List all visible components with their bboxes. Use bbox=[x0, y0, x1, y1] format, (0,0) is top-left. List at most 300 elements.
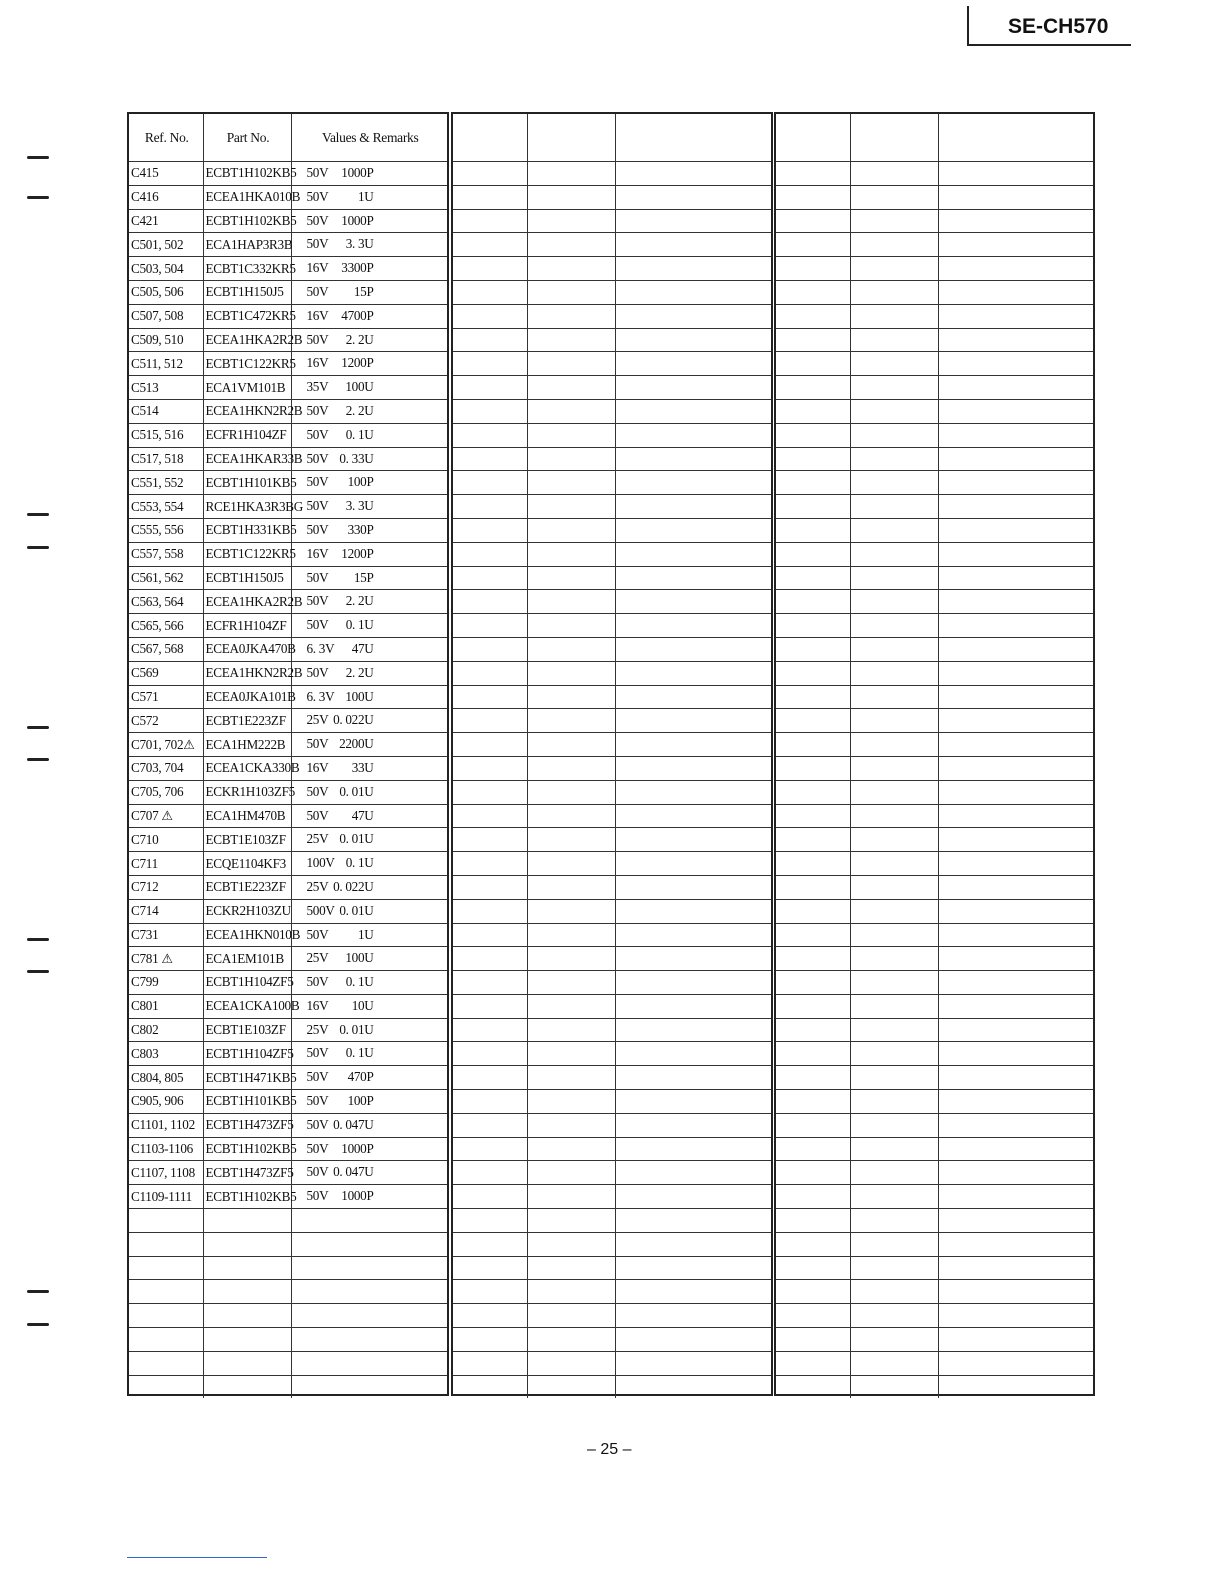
empty-cell bbox=[453, 709, 527, 733]
empty-cell bbox=[527, 994, 615, 1018]
empty-cell bbox=[453, 1304, 527, 1328]
empty-cell bbox=[850, 280, 938, 304]
empty-table-row bbox=[776, 1066, 1093, 1090]
capacitance-value: 330P bbox=[347, 521, 374, 537]
empty-cell bbox=[776, 328, 850, 352]
empty-header-cell bbox=[776, 114, 850, 162]
values-remarks-cell bbox=[291, 471, 447, 495]
empty-table-row bbox=[453, 328, 771, 352]
empty-table-row bbox=[776, 495, 1093, 519]
voltage-value: 50V bbox=[306, 736, 329, 752]
empty-header-cell bbox=[938, 114, 1093, 162]
empty-header-cell bbox=[527, 114, 615, 162]
empty-table-row bbox=[776, 1113, 1093, 1137]
values-remarks-cell bbox=[291, 1280, 447, 1304]
empty-cell bbox=[453, 162, 527, 186]
ref-no-cell: C799 bbox=[129, 971, 203, 995]
empty-table-row bbox=[776, 1304, 1093, 1328]
table-row bbox=[129, 685, 447, 709]
empty-cell bbox=[850, 399, 938, 423]
empty-cell bbox=[527, 1137, 615, 1161]
empty-cell bbox=[850, 162, 938, 186]
empty-cell bbox=[850, 233, 938, 257]
empty-cell bbox=[527, 1185, 615, 1209]
values-remarks-cell bbox=[291, 1209, 447, 1233]
empty-table-panel-2 bbox=[451, 112, 773, 1396]
values-remarks-cell bbox=[291, 1328, 447, 1352]
empty-cell bbox=[615, 1185, 771, 1209]
empty-cell bbox=[615, 542, 771, 566]
empty-table-row bbox=[453, 709, 771, 733]
values-remarks-cell bbox=[291, 1351, 447, 1375]
values-remarks-cell bbox=[291, 1090, 447, 1114]
empty-cell bbox=[615, 1328, 771, 1352]
empty-cell bbox=[850, 1042, 938, 1066]
table-row bbox=[129, 828, 447, 852]
voltage-value: 16V bbox=[306, 997, 329, 1013]
empty-cell bbox=[527, 257, 615, 281]
table-row bbox=[129, 590, 447, 614]
empty-table-row bbox=[453, 399, 771, 423]
empty-cell bbox=[453, 780, 527, 804]
empty-cell bbox=[615, 685, 771, 709]
empty-cell bbox=[850, 780, 938, 804]
empty-table-row bbox=[776, 376, 1093, 400]
empty-cell bbox=[938, 376, 1093, 400]
empty-cell bbox=[938, 780, 1093, 804]
empty-table-row bbox=[453, 661, 771, 685]
empty-cell bbox=[776, 447, 850, 471]
empty-cell bbox=[453, 304, 527, 328]
empty-cell bbox=[938, 828, 1093, 852]
empty-table-row bbox=[453, 209, 771, 233]
empty-cell bbox=[453, 1328, 527, 1352]
ref-no-cell bbox=[129, 1256, 203, 1280]
values-remarks-cell bbox=[291, 376, 447, 400]
empty-table-row bbox=[776, 899, 1093, 923]
empty-cell bbox=[453, 328, 527, 352]
capacitance-value: 15P bbox=[353, 283, 374, 299]
empty-table-row bbox=[776, 756, 1093, 780]
empty-table-row bbox=[129, 1280, 447, 1304]
empty-cell bbox=[527, 1090, 615, 1114]
capacitance-value: 1200P bbox=[341, 355, 374, 371]
table-row bbox=[129, 923, 447, 947]
empty-table-row bbox=[776, 1018, 1093, 1042]
empty-cell bbox=[938, 304, 1093, 328]
empty-cell bbox=[527, 852, 615, 876]
voltage-value: 25V bbox=[306, 878, 329, 894]
empty-cell bbox=[776, 1018, 850, 1042]
empty-table-row bbox=[129, 1232, 447, 1256]
capacitance-value: 0. 047U bbox=[333, 1116, 374, 1132]
margin-mark bbox=[27, 156, 49, 159]
empty-table-2 bbox=[453, 114, 771, 1398]
empty-cell bbox=[850, 852, 938, 876]
empty-cell bbox=[615, 1375, 771, 1398]
capacitance-value: 1U bbox=[357, 188, 374, 204]
empty-cell bbox=[776, 804, 850, 828]
empty-cell bbox=[615, 994, 771, 1018]
empty-cell bbox=[527, 542, 615, 566]
table-row bbox=[129, 518, 447, 542]
capacitance-value: 100U bbox=[345, 688, 374, 704]
empty-table-row bbox=[776, 709, 1093, 733]
voltage-value: 50V bbox=[306, 783, 329, 799]
ref-no-cell: C501, 502 bbox=[129, 233, 203, 257]
values-remarks-cell bbox=[291, 542, 447, 566]
empty-table-row bbox=[453, 1185, 771, 1209]
empty-cell bbox=[453, 1185, 527, 1209]
part-no-cell: ECBT1C122KR5 bbox=[203, 542, 291, 566]
table-header-row bbox=[129, 114, 447, 162]
empty-table-row bbox=[453, 1304, 771, 1328]
voltage-value: 50V bbox=[306, 926, 329, 942]
part-no-cell: ECEA1HKAR33B bbox=[203, 447, 291, 471]
empty-cell bbox=[850, 994, 938, 1018]
empty-table-row bbox=[453, 185, 771, 209]
empty-table-row bbox=[453, 804, 771, 828]
empty-cell bbox=[527, 614, 615, 638]
empty-cell bbox=[776, 304, 850, 328]
empty-cell bbox=[938, 399, 1093, 423]
empty-cell bbox=[938, 518, 1093, 542]
empty-cell bbox=[776, 1185, 850, 1209]
ref-no-cell: C509, 510 bbox=[129, 328, 203, 352]
voltage-value: 500V bbox=[306, 902, 335, 918]
voltage-value: 50V bbox=[306, 165, 329, 180]
empty-cell bbox=[453, 1209, 527, 1233]
part-no-cell bbox=[203, 1256, 291, 1280]
empty-cell bbox=[527, 399, 615, 423]
empty-cell bbox=[527, 423, 615, 447]
empty-cell bbox=[453, 376, 527, 400]
margin-mark bbox=[27, 726, 49, 729]
empty-cell bbox=[453, 257, 527, 281]
voltage-value: 16V bbox=[306, 307, 329, 323]
capacitance-value: 0. 022U bbox=[333, 878, 374, 894]
empty-cell bbox=[938, 1066, 1093, 1090]
empty-cell bbox=[453, 1232, 527, 1256]
empty-cell bbox=[938, 471, 1093, 495]
empty-cell bbox=[527, 1042, 615, 1066]
part-no-cell: ECBT1H102KB5 bbox=[203, 1137, 291, 1161]
part-no-cell: ECKR1H103ZF5 bbox=[203, 780, 291, 804]
empty-cell bbox=[850, 518, 938, 542]
empty-table-row bbox=[453, 566, 771, 590]
values-remarks-cell bbox=[291, 304, 447, 328]
empty-cell bbox=[527, 971, 615, 995]
empty-cell bbox=[850, 637, 938, 661]
empty-cell bbox=[615, 233, 771, 257]
empty-cell bbox=[615, 257, 771, 281]
capacitance-value: 100P bbox=[347, 1093, 374, 1109]
empty-cell bbox=[850, 947, 938, 971]
empty-table-row bbox=[776, 1328, 1093, 1352]
empty-table-row bbox=[453, 733, 771, 757]
empty-cell bbox=[776, 233, 850, 257]
table-row bbox=[129, 304, 447, 328]
empty-cell bbox=[453, 1280, 527, 1304]
part-no-cell: ECEA1CKA330B bbox=[203, 756, 291, 780]
part-no-cell: ECBT1H471KB5 bbox=[203, 1066, 291, 1090]
capacitance-value: 2. 2U bbox=[345, 331, 374, 347]
ref-no-cell bbox=[129, 1304, 203, 1328]
capacitance-value: 10U bbox=[351, 997, 374, 1013]
part-no-cell: ECBT1E103ZF bbox=[203, 828, 291, 852]
empty-table-row bbox=[776, 852, 1093, 876]
empty-cell bbox=[453, 233, 527, 257]
empty-cell bbox=[938, 1113, 1093, 1137]
empty-cell bbox=[527, 233, 615, 257]
part-no-cell bbox=[203, 1375, 291, 1398]
empty-table-row bbox=[776, 614, 1093, 638]
empty-cell bbox=[527, 1375, 615, 1398]
voltage-value: 25V bbox=[306, 831, 329, 847]
empty-cell bbox=[938, 1256, 1093, 1280]
empty-cell bbox=[615, 733, 771, 757]
empty-cell bbox=[776, 1066, 850, 1090]
empty-table-row bbox=[453, 376, 771, 400]
table-row bbox=[129, 376, 447, 400]
empty-cell bbox=[938, 899, 1093, 923]
empty-table-row bbox=[453, 1161, 771, 1185]
empty-table-row bbox=[453, 495, 771, 519]
empty-table-row bbox=[453, 637, 771, 661]
table-row bbox=[129, 1090, 447, 1114]
empty-cell bbox=[615, 756, 771, 780]
empty-cell bbox=[938, 1185, 1093, 1209]
empty-cell bbox=[850, 376, 938, 400]
empty-cell bbox=[453, 352, 527, 376]
empty-cell bbox=[776, 257, 850, 281]
values-remarks-cell bbox=[291, 399, 447, 423]
voltage-value: 16V bbox=[306, 545, 329, 561]
voltage-value: 16V bbox=[306, 355, 329, 371]
empty-cell bbox=[453, 1090, 527, 1114]
empty-cell bbox=[453, 947, 527, 971]
empty-table-row bbox=[776, 1256, 1093, 1280]
empty-cell bbox=[615, 399, 771, 423]
empty-cell bbox=[527, 804, 615, 828]
empty-cell bbox=[453, 994, 527, 1018]
ref-no-cell bbox=[129, 1328, 203, 1352]
empty-cell bbox=[527, 947, 615, 971]
empty-cell bbox=[776, 947, 850, 971]
capacitance-value: 1000P bbox=[341, 212, 374, 228]
empty-cell bbox=[938, 1018, 1093, 1042]
empty-table-row bbox=[453, 1232, 771, 1256]
empty-cell bbox=[453, 518, 527, 542]
part-no-cell bbox=[203, 1328, 291, 1352]
empty-cell bbox=[453, 756, 527, 780]
empty-cell bbox=[776, 661, 850, 685]
capacitance-value: 100U bbox=[345, 379, 374, 395]
voltage-value: 25V bbox=[306, 950, 329, 966]
empty-cell bbox=[938, 1209, 1093, 1233]
empty-cell bbox=[850, 566, 938, 590]
empty-cell bbox=[453, 661, 527, 685]
capacitance-value: 2. 2U bbox=[345, 402, 374, 418]
empty-cell bbox=[615, 1351, 771, 1375]
table-row bbox=[129, 971, 447, 995]
empty-table-row bbox=[776, 733, 1093, 757]
empty-table-row bbox=[453, 1090, 771, 1114]
empty-table-row bbox=[453, 947, 771, 971]
empty-table-row bbox=[453, 1328, 771, 1352]
capacitance-value: 3300P bbox=[341, 260, 374, 276]
empty-cell bbox=[615, 947, 771, 971]
ref-no-cell: C561, 562 bbox=[129, 566, 203, 590]
empty-table-row bbox=[453, 590, 771, 614]
voltage-value: 50V bbox=[306, 188, 329, 204]
capacitance-value: 0. 022U bbox=[333, 712, 374, 728]
voltage-value: 35V bbox=[306, 379, 329, 395]
empty-cell bbox=[776, 1280, 850, 1304]
empty-table-row bbox=[453, 1209, 771, 1233]
ref-no-cell: C507, 508 bbox=[129, 304, 203, 328]
empty-cell bbox=[850, 495, 938, 519]
part-no-cell: ECEA1HKN2R2B bbox=[203, 399, 291, 423]
values-remarks-cell bbox=[291, 1232, 447, 1256]
empty-table-row bbox=[776, 280, 1093, 304]
empty-table-row bbox=[453, 542, 771, 566]
empty-cell bbox=[938, 614, 1093, 638]
ref-no-cell: C553, 554 bbox=[129, 495, 203, 519]
empty-cell bbox=[453, 685, 527, 709]
empty-cell bbox=[850, 1161, 938, 1185]
empty-cell bbox=[776, 614, 850, 638]
empty-cell bbox=[776, 733, 850, 757]
empty-cell bbox=[615, 471, 771, 495]
empty-table-row bbox=[776, 352, 1093, 376]
empty-cell bbox=[776, 1137, 850, 1161]
empty-cell bbox=[938, 328, 1093, 352]
empty-cell bbox=[776, 352, 850, 376]
empty-cell bbox=[615, 923, 771, 947]
empty-cell bbox=[850, 1304, 938, 1328]
empty-cell bbox=[453, 1137, 527, 1161]
part-no-cell: ECA1VM101B bbox=[203, 376, 291, 400]
table-row bbox=[129, 209, 447, 233]
empty-cell bbox=[527, 875, 615, 899]
empty-table-body bbox=[776, 162, 1093, 1399]
empty-cell bbox=[527, 828, 615, 852]
empty-table-row bbox=[453, 971, 771, 995]
empty-cell bbox=[850, 614, 938, 638]
empty-table-row bbox=[453, 471, 771, 495]
values-remarks-cell bbox=[291, 994, 447, 1018]
table-row bbox=[129, 661, 447, 685]
empty-cell bbox=[527, 1304, 615, 1328]
empty-table-row bbox=[776, 994, 1093, 1018]
voltage-value: 50V bbox=[306, 474, 329, 490]
ref-no-cell: C569 bbox=[129, 661, 203, 685]
empty-cell bbox=[453, 1161, 527, 1185]
empty-cell bbox=[615, 447, 771, 471]
empty-cell bbox=[527, 376, 615, 400]
ref-no-cell: C515, 516 bbox=[129, 423, 203, 447]
part-no-cell: ECFR1H104ZF bbox=[203, 423, 291, 447]
table-row bbox=[129, 709, 447, 733]
ref-no-cell: C572 bbox=[129, 709, 203, 733]
empty-cell bbox=[527, 1066, 615, 1090]
table-row bbox=[129, 1018, 447, 1042]
table-row bbox=[129, 542, 447, 566]
ref-no-cell bbox=[129, 1232, 203, 1256]
voltage-value: 50V bbox=[306, 283, 329, 299]
empty-cell bbox=[850, 709, 938, 733]
capacitance-value: 0. 01U bbox=[339, 783, 374, 799]
part-no-cell: ECA1EM101B bbox=[203, 947, 291, 971]
empty-cell bbox=[527, 1351, 615, 1375]
values-remarks-cell bbox=[291, 899, 447, 923]
voltage-value: 50V bbox=[306, 450, 329, 466]
empty-table-row bbox=[776, 685, 1093, 709]
margin-mark bbox=[27, 513, 49, 516]
empty-table-row bbox=[453, 685, 771, 709]
empty-cell bbox=[938, 923, 1093, 947]
empty-cell bbox=[938, 637, 1093, 661]
capacitance-value: 0. 1U bbox=[345, 617, 374, 633]
empty-cell bbox=[850, 304, 938, 328]
empty-cell bbox=[615, 495, 771, 519]
empty-table-row bbox=[453, 304, 771, 328]
empty-cell bbox=[850, 733, 938, 757]
values-remarks-cell bbox=[291, 852, 447, 876]
page-number: – 25 – bbox=[587, 1441, 632, 1458]
empty-cell bbox=[850, 423, 938, 447]
empty-cell bbox=[527, 328, 615, 352]
empty-cell bbox=[527, 1232, 615, 1256]
empty-cell bbox=[453, 875, 527, 899]
table-row bbox=[129, 1042, 447, 1066]
empty-table-row bbox=[776, 162, 1093, 186]
empty-cell bbox=[453, 447, 527, 471]
empty-cell bbox=[938, 661, 1093, 685]
ref-no-cell: C731 bbox=[129, 923, 203, 947]
part-no-cell: ECEA1CKA100B bbox=[203, 994, 291, 1018]
capacitance-value: 0. 01U bbox=[339, 1021, 374, 1037]
ref-no-cell: C416 bbox=[129, 185, 203, 209]
empty-cell bbox=[615, 280, 771, 304]
table-row bbox=[129, 399, 447, 423]
capacitance-value: 47U bbox=[351, 807, 374, 823]
empty-cell bbox=[776, 1328, 850, 1352]
ref-no-cell: C710 bbox=[129, 828, 203, 852]
margin-mark bbox=[27, 546, 49, 549]
empty-cell bbox=[615, 875, 771, 899]
capacitance-value: 0. 01U bbox=[339, 902, 374, 918]
empty-cell bbox=[453, 566, 527, 590]
values-remarks-cell bbox=[291, 233, 447, 257]
empty-cell bbox=[615, 304, 771, 328]
table-row bbox=[129, 1185, 447, 1209]
empty-cell bbox=[453, 185, 527, 209]
empty-cell bbox=[938, 685, 1093, 709]
part-no-cell: ECBT1H473ZF5 bbox=[203, 1161, 291, 1185]
empty-cell bbox=[453, 614, 527, 638]
empty-header-cell bbox=[615, 114, 771, 162]
empty-cell bbox=[615, 828, 771, 852]
empty-cell bbox=[938, 1137, 1093, 1161]
empty-table-row bbox=[776, 1351, 1093, 1375]
empty-cell bbox=[938, 209, 1093, 233]
empty-cell bbox=[850, 447, 938, 471]
empty-cell bbox=[615, 1042, 771, 1066]
voltage-value: 50V bbox=[306, 331, 329, 347]
empty-cell bbox=[938, 1304, 1093, 1328]
